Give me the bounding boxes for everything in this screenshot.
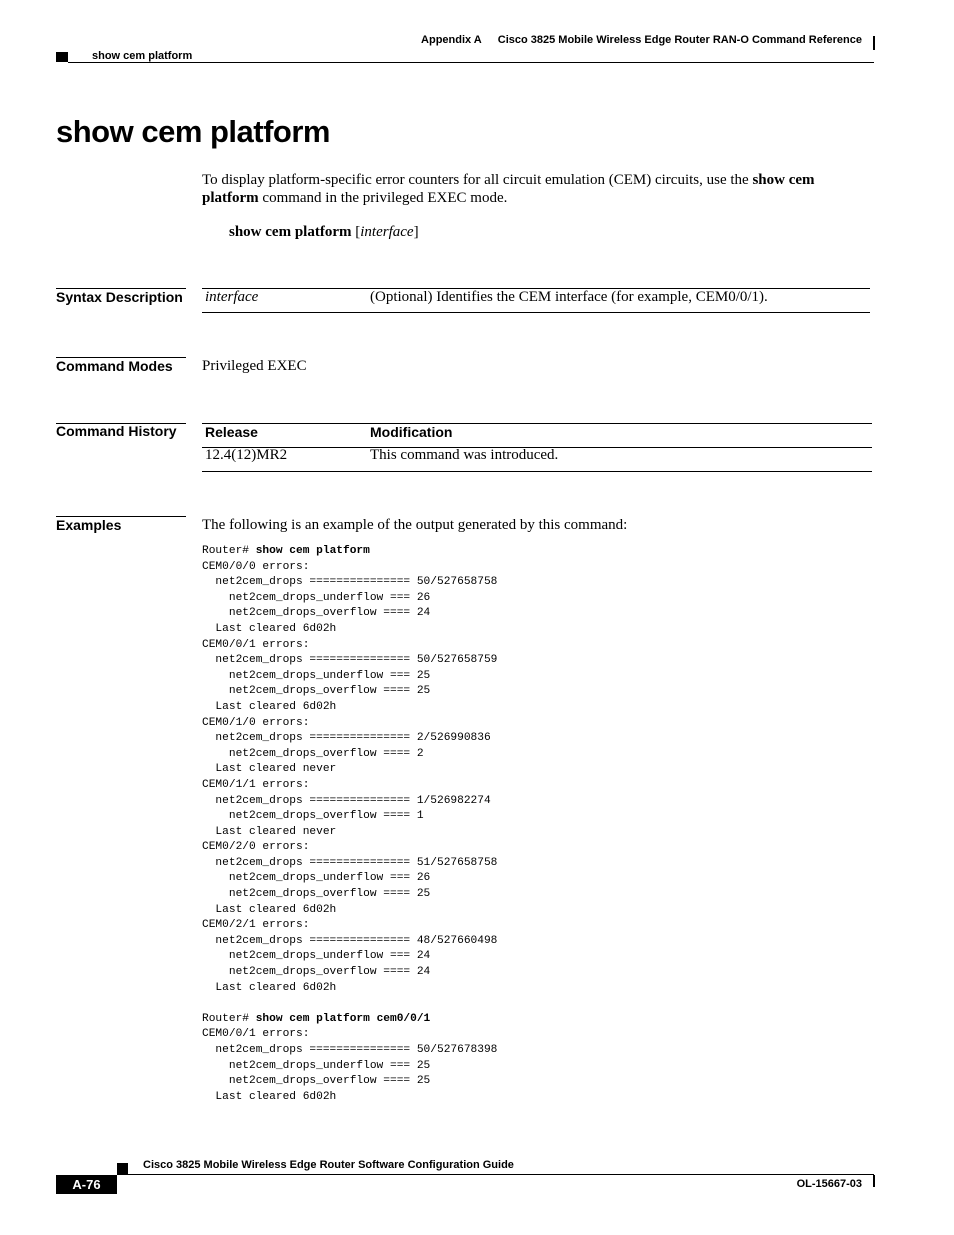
footer-guide-title: Cisco 3825 Mobile Wireless Edge Router Software Configuration Guide bbox=[143, 1159, 514, 1171]
code-output-line: net2cem_drops =============== 2/526990836 bbox=[202, 732, 491, 745]
code-output-line: net2cem_drops =============== 1/526982274 bbox=[202, 794, 491, 807]
code-output-line: net2cem_drops_underflow === 25 bbox=[202, 669, 431, 682]
intro-paragraph bbox=[202, 171, 874, 207]
code-output-line: Last cleared never bbox=[202, 825, 337, 838]
code-output-line: net2cem_drops_underflow === 26 bbox=[202, 872, 431, 885]
code-output-line: Last cleared 6d02h bbox=[202, 700, 337, 713]
code-prompt: Router# bbox=[202, 1012, 256, 1025]
examples-text: The following is an example of the output generated by this command: bbox=[202, 517, 628, 533]
header-marker bbox=[56, 52, 68, 62]
code-output-line: net2cem_drops_overflow ==== 25 bbox=[202, 685, 431, 698]
code-command: show cem platform cem0/0/1 bbox=[255, 1012, 431, 1025]
code-output-line: net2cem_drops =============== 48/527660498 bbox=[202, 934, 498, 947]
code-output-line: CEM0/1/1 errors: bbox=[202, 778, 310, 791]
history-header-release: Release bbox=[205, 424, 258, 440]
syntax-param: interface bbox=[360, 224, 414, 240]
code-command: show cem platform bbox=[255, 545, 370, 557]
code-output-line: Last cleared 6d02h bbox=[202, 622, 337, 635]
code-output-line: net2cem_drops_underflow === 24 bbox=[202, 950, 431, 963]
intro-text: To display platform-specific error counters for all circuit emulation (CEM) circuits, use the bbox=[202, 172, 753, 188]
page-title: show cem platform bbox=[56, 114, 330, 149]
command-modes-text: Privileged EXEC bbox=[202, 358, 307, 374]
section-label-examples: Examples bbox=[56, 517, 122, 533]
code-output-line: net2cem_drops_overflow ==== 25 bbox=[202, 888, 431, 901]
book-title: Cisco 3825 Mobile Wireless Edge Router RAN-O Command Reference bbox=[497, 34, 862, 46]
section-label-syntax-description: Syntax Description bbox=[56, 289, 183, 305]
code-output-line: net2cem_drops_underflow === 26 bbox=[202, 591, 431, 604]
intro-command-1: show cem bbox=[752, 172, 815, 188]
appendix-label: Appendix A bbox=[421, 34, 482, 46]
syntax-bracket-open: [ bbox=[351, 224, 361, 240]
section-label-command-history: Command History bbox=[56, 423, 177, 439]
table-rule-bottom bbox=[202, 312, 870, 313]
syntax-description-cell: (Optional) Identifies the CEM interface (for example, CEM0/0/1). bbox=[370, 289, 768, 305]
code-output-line: Last cleared never bbox=[202, 763, 337, 776]
code-output-line: CEM0/0/0 errors: bbox=[202, 560, 310, 573]
code-output-line: Last cleared 6d02h bbox=[202, 903, 337, 916]
code-output-line: CEM0/0/1 errors: bbox=[202, 638, 310, 651]
code-output-line: net2cem_drops =============== 50/527658758 bbox=[202, 576, 498, 589]
code-output-line: net2cem_drops =============== 50/527678398 bbox=[202, 1044, 498, 1056]
code-command-line bbox=[202, 544, 882, 560]
code-output-line: net2cem_drops_overflow ==== 25 bbox=[202, 1075, 431, 1088]
header-rule bbox=[68, 62, 874, 63]
history-modification-cell: This command was introduced. bbox=[370, 447, 559, 463]
code-output-line: CEM0/1/0 errors: bbox=[202, 716, 310, 729]
code-example bbox=[202, 544, 882, 1105]
code-output-line: net2cem_drops_overflow ==== 24 bbox=[202, 966, 431, 979]
table-rule-top bbox=[202, 423, 872, 424]
code-output-line: Last cleared 6d02h bbox=[202, 981, 337, 994]
code-output-line: net2cem_drops =============== 50/527658759 bbox=[202, 654, 498, 667]
page-number: A-76 bbox=[56, 1175, 117, 1194]
code-command-line bbox=[202, 1012, 882, 1028]
command-syntax bbox=[229, 224, 419, 241]
code-output-line: CEM0/2/0 errors: bbox=[202, 841, 310, 854]
running-head: show cem platform bbox=[92, 50, 193, 62]
header-bar bbox=[873, 36, 875, 50]
code-output-line: net2cem_drops_overflow ==== 2 bbox=[202, 747, 424, 760]
running-header bbox=[421, 34, 862, 46]
footer-bar bbox=[873, 1175, 875, 1187]
table-rule-bottom bbox=[202, 471, 872, 472]
section-label-command-modes: Command Modes bbox=[56, 358, 173, 374]
history-release-cell: 12.4(12)MR2 bbox=[205, 447, 288, 463]
syntax-param-cell: interface bbox=[205, 289, 259, 305]
doc-number: OL-15667-03 bbox=[796, 1178, 862, 1190]
syntax-command: show cem platform bbox=[229, 224, 352, 240]
code-output-line bbox=[202, 996, 882, 1012]
footer-marker bbox=[117, 1163, 128, 1174]
code-output-line: net2cem_drops_underflow === 25 bbox=[202, 1059, 431, 1072]
footer-rule bbox=[117, 1174, 874, 1175]
code-output-line: CEM0/0/1 errors: bbox=[202, 1028, 310, 1041]
intro-text-end: command in the privileged EXEC mode. bbox=[258, 190, 508, 206]
history-header-modification: Modification bbox=[370, 424, 453, 440]
intro-command-2: platform bbox=[202, 190, 259, 206]
code-output-line: Last cleared 6d02h bbox=[202, 1090, 337, 1103]
code-output-line: net2cem_drops_overflow ==== 1 bbox=[202, 810, 424, 823]
syntax-bracket-close: ] bbox=[413, 224, 419, 240]
code-output-line: CEM0/2/1 errors: bbox=[202, 919, 310, 932]
code-output-line: net2cem_drops =============== 51/527658758 bbox=[202, 856, 498, 869]
code-output-line: net2cem_drops_overflow ==== 24 bbox=[202, 607, 431, 620]
code-prompt: Router# bbox=[202, 545, 256, 557]
